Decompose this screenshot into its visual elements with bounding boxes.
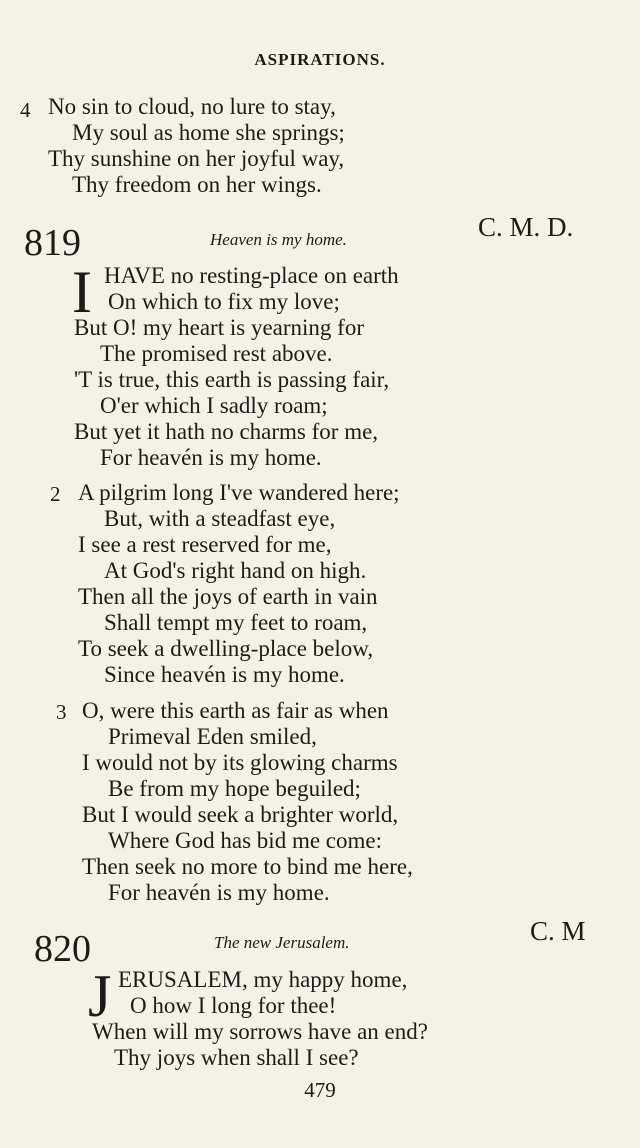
verse-line: My soul as home she springs; xyxy=(72,120,345,145)
verse-line: Primeval Eden smiled, xyxy=(108,724,317,749)
verse-line: To seek a dwelling-place below, xyxy=(78,636,374,661)
running-head: ASPIRATIONS. xyxy=(254,50,386,69)
verse-line: Be from my hope beguiled; xyxy=(108,776,361,801)
hymn-title: The new Jerusalem. xyxy=(214,933,350,952)
verse-line: Where God has bid me come: xyxy=(108,828,382,853)
verse-line: ERUSALEM, my happy home, xyxy=(118,967,408,992)
verse-line: But O! my heart is yearning for xyxy=(74,315,364,340)
verse-line: But yet it hath no charms for me, xyxy=(74,419,379,444)
verse-line: For heavén is my home. xyxy=(100,445,322,470)
stanza-number: 2 xyxy=(50,482,61,506)
drop-cap: I xyxy=(72,259,92,325)
verse-line: Thy sunshine on her joyful way, xyxy=(48,146,345,171)
verse-line: Since heavén is my home. xyxy=(104,662,345,687)
stanza-number: 3 xyxy=(56,700,67,724)
verse-line: But, with a steadfast eye, xyxy=(104,506,336,531)
verse-line: For heavén is my home. xyxy=(108,880,330,905)
verse-line: O how I long for thee! xyxy=(130,993,337,1018)
verse-line: O, were this earth as fair as when xyxy=(82,698,389,723)
verse-line: I would not by its glowing charms xyxy=(82,750,398,775)
verse-line: I see a rest reserved for me, xyxy=(78,532,332,557)
verse-line: No sin to cloud, no lure to stay, xyxy=(48,94,336,119)
hymn-meter: C. M xyxy=(530,916,586,946)
verse-line: Then all the joys of earth in vain xyxy=(78,584,378,609)
verse-line: The promised rest above. xyxy=(100,341,333,366)
verse-line: HAVE no resting-place on earth xyxy=(104,263,399,288)
verse-line: Thy freedom on her wings. xyxy=(72,172,322,197)
hymn-title: Heaven is my home. xyxy=(210,230,347,249)
verse-line: Then seek no more to bind me here, xyxy=(82,854,413,879)
drop-cap: J xyxy=(88,963,112,1029)
stanza-number: 4 xyxy=(20,98,31,122)
verse-line: 'T is true, this earth is passing fair, xyxy=(74,367,390,392)
verse-line: On which to fix my love; xyxy=(108,289,340,314)
page-number: 479 xyxy=(304,1078,336,1102)
verse-line: Shall tempt my feet to roam, xyxy=(104,610,368,635)
verse-line: Thy joys when shall I see? xyxy=(114,1045,359,1070)
hymn-meter: C. M. D. xyxy=(478,212,574,242)
verse-line: At God's right hand on high. xyxy=(104,558,367,583)
hymn-number: 820 xyxy=(34,928,91,970)
verse-line: When will my sorrows have an end? xyxy=(92,1019,428,1044)
verse-line: But I would seek a brighter world, xyxy=(82,802,399,827)
verse-line: O'er which I sadly roam; xyxy=(100,393,328,418)
verse-line: A pilgrim long I've wandered here; xyxy=(78,480,400,505)
hymn-number: 819 xyxy=(24,222,81,264)
